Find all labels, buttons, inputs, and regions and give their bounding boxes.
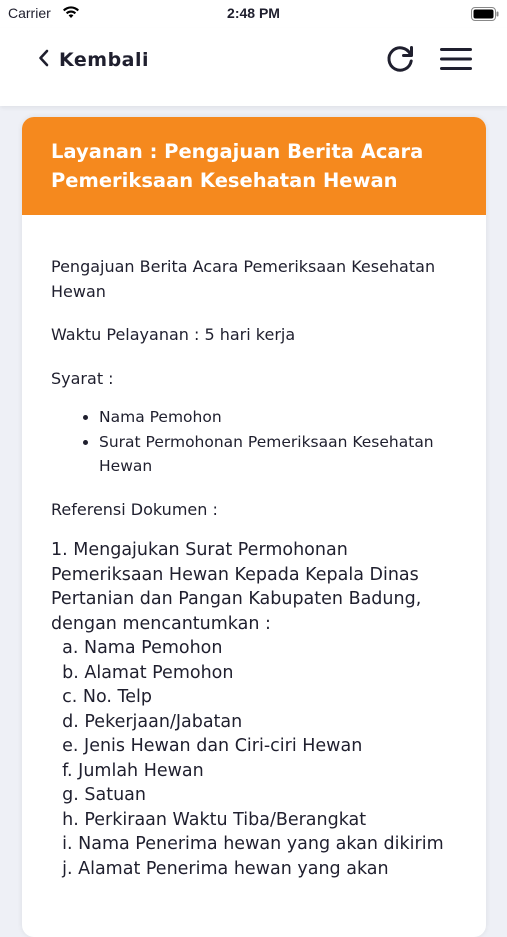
reference-document: [51, 538, 458, 881]
back-label: Kembali: [59, 49, 150, 71]
requirements-list: [51, 405, 458, 479]
service-time: Waktu Pelayanan : 5 hari kerja: [51, 325, 296, 344]
service-title: Layanan : Pengajuan Berita Acara Pemeriksaan Kesehatan Hewan: [51, 140, 424, 192]
requirements-label: Syarat :: [51, 368, 114, 388]
service-description: Pengajuan Berita Acara Pemeriksaan Kesehatan Hewan: [51, 257, 436, 301]
battery-icon: [471, 6, 499, 25]
card-body: [22, 215, 486, 881]
carrier-label: Carrier: [8, 5, 51, 21]
references-label: Referensi Dokumen :: [51, 499, 218, 519]
reference-item: a. Nama Pemohon: [51, 638, 223, 658]
status-bar: [0, 0, 507, 28]
requirement-item: • Nama Pemohon: [99, 405, 458, 430]
reference-intro: 1. Mengajukan Surat Permohonan Pemeriksaan Hewan Kepada Kepala Dinas Pertanian dan Pangan Kabupaten Badung, dengan mencantumkan :: [51, 540, 427, 634]
refresh-button[interactable]: [384, 43, 416, 75]
reference-item: b. Alamat Pemohon: [51, 662, 234, 683]
card-header: [22, 117, 486, 215]
reference-item: d. Pekerjaan/Jabatan: [51, 711, 243, 732]
status-time: 2:48 PM: [227, 5, 280, 21]
reference-item: h. Perkiraan Waktu Tiba/Berangkat: [51, 809, 367, 830]
hamburger-menu-icon: [440, 46, 472, 72]
chevron-left-icon: [38, 49, 49, 71]
reference-item: f. Jumlah Hewan: [51, 760, 204, 781]
requirement-item: • Surat Permohonan Pemeriksaan Kesehatan Hewan: [99, 430, 458, 479]
service-card: [22, 117, 486, 937]
reference-item: i. Nama Penerima hewan yang akan dikirim: [51, 834, 444, 854]
back-button[interactable]: [38, 46, 149, 74]
reference-item: g. Satuan: [51, 785, 146, 805]
navigation-bar: [0, 28, 507, 106]
reference-item: e. Jenis Hewan dan Ciri-ciri Hewan: [51, 736, 363, 756]
menu-button[interactable]: [440, 46, 472, 72]
reference-item: c. No. Telp: [51, 687, 152, 707]
refresh-icon: [384, 43, 416, 75]
reference-item: j. Alamat Penerima hewan yang akan: [51, 858, 389, 879]
